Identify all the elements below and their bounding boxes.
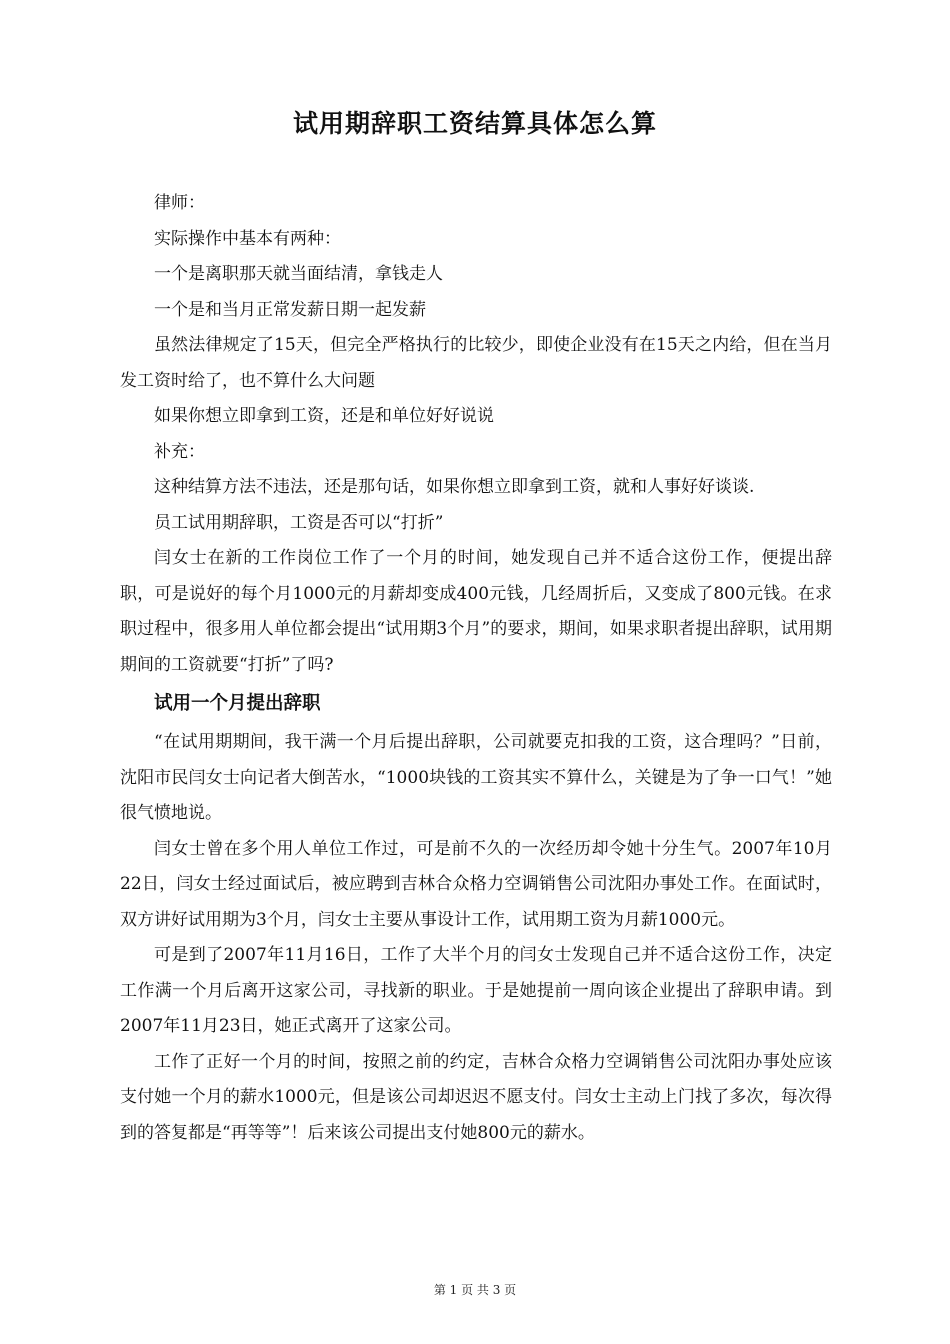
document-title: 试用期辞职工资结算具体怎么算: [292, 109, 657, 138]
section-heading: 试用一个月提出辞职: [154, 693, 321, 714]
page-footer: 第 1 页 共 3 页: [433, 1283, 517, 1297]
paragraph-fifteen-days: 虽然法律规定了15天，但完全严格执行的比较少，即使企业没有在15天之内给，但在当月发工资时给了，也不算什么大问题: [120, 335, 832, 391]
paragraph-case-intro: 闫女士在新的工作岗位工作了一个月的时间，她发现自己并不适合这份工作，便提出辞职，可是说好的每个月1000元的月薪却变成400元钱，几经周折后，又变成了800元钱。在求职过程中，很多用人单位都会提出“试用期3个月”的要求，期间，如果求职者提出辞职，试用期期间的工资就要“打折”了吗?: [120, 548, 832, 675]
paragraph-method-two: 一个是和当月正常发薪日期一起发薪: [154, 299, 426, 320]
paragraph-resignation: 可是到了2007年11月16日，工作了大半个月的闫女士发现自己并不适合这份工作，决定工作满一个月后离开这家公司，寻找新的职业。于是她提前一周向该企业提出了辞职申请。到2007年11月23日，她正式离开了这家公司。: [120, 945, 832, 1036]
paragraph-lawyer-label: 律师：: [154, 193, 205, 213]
paragraph-supplement: 这种结算方法不违法，还是那句话，如果你想立即拿到工资，就和人事好好谈谈.: [154, 477, 755, 497]
paragraph-advice: 如果你想立即拿到工资，还是和单位好好说说: [154, 406, 494, 426]
paragraph-two-methods: 实际操作中基本有两种：: [154, 228, 341, 249]
paragraph-salary-dispute: 工作了正好一个月的时间，按照之前的约定，吉林合众格力空调销售公司沈阳办事处应该支付她一个月的薪水1000元，但是该公司却迟迟不愿支付。闫女士主动上门找了多次，每次得到的答复都是“再等等”！后来该公司提出支付她800元的薪水。: [120, 1051, 832, 1143]
paragraph-method-one: 一个是离职那天就当面结清，拿钱走人: [154, 264, 443, 284]
paragraph-background: 闫女士曾在多个用人单位工作过，可是前不久的一次经历却令她十分生气。2007年10月22日，闫女士经过面试后，被应聘到吉林合众格力空调销售公司沈阳办事处工作。在面试时，双方讲好试用期为3个月，闫女士主要从事设计工作，试用期工资为月薪1000元。: [120, 838, 832, 930]
paragraph-supplement-label: 补充：: [154, 441, 205, 462]
paragraph-complaint: “在试用期期间，我干满一个月后提出辞职，公司就要克扣我的工资，这合理吗？”日前，沈阳市民闫女士向记者大倒苦水，“1000块钱的工资其实不算什么，关键是为了争一口气！”她很气愤地说。: [120, 732, 832, 823]
document-body: [120, 186, 832, 1151]
paragraph-discount-question: 员工试用期辞职，工资是否可以“打折”: [154, 512, 444, 533]
